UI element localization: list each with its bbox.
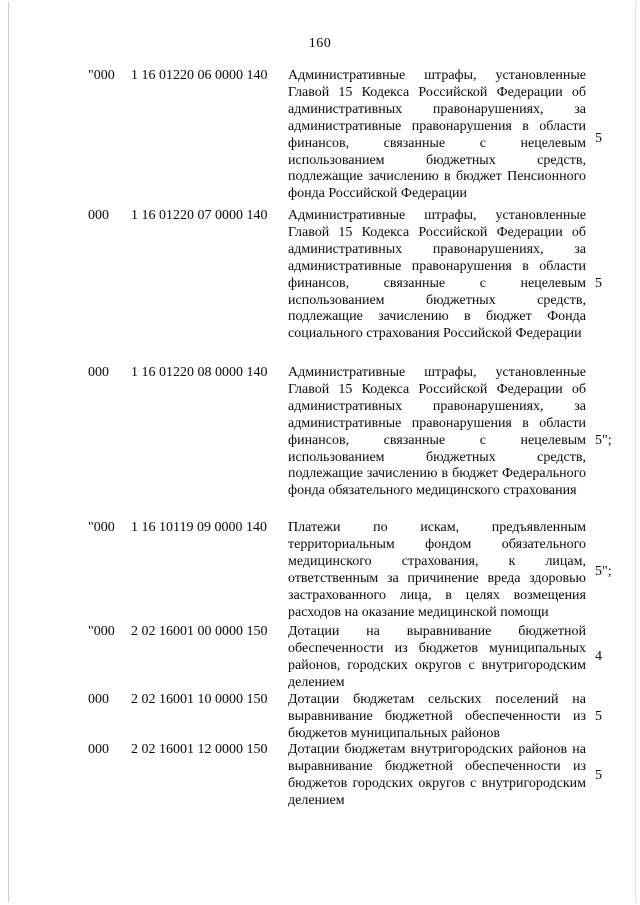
group-code: 000: [88, 208, 109, 223]
budget-classification-code: 1 16 01220 07 0000 140: [131, 208, 268, 223]
income-description: Платежи по искам, предъявленным территориальным фондом обязательного медицинского страхования, к лицам, ответственным за причинение вреда здоровью застрахованного лица, в целях возмещения расходов на оказание медицинской помощи: [288, 520, 586, 620]
distribution-norm: 5: [595, 709, 602, 724]
distribution-norm: 5: [595, 276, 602, 291]
income-description: Административные штрафы, установленные Главой 15 Кодекса Российской Федерации об административных правонарушениях, за административные правонарушения в области финансов, связанные с нецелевым использованием бюджетных средств, подлежащие зачислению в бюджет Федерального фонда обязательного медицинского страхования: [288, 365, 586, 499]
budget-classification-code: 2 02 16001 10 0000 150: [131, 692, 268, 707]
income-description: Дотации на выравнивание бюджетной обеспеченности из бюджетов муниципальных районов, городских округов с внутригородским делением: [288, 624, 586, 690]
distribution-norm: 4: [595, 649, 602, 664]
group-code: 000: [88, 365, 109, 380]
group-code: "000: [88, 68, 115, 83]
group-code: "000: [88, 520, 115, 535]
income-description: Административные штрафы, установленные Главой 15 Кодекса Российской Федерации об административных правонарушениях, за административные правонарушения в области финансов, связанные с нецелевым использованием бюджетных средств, подлежащие зачислению в бюджет Фонда социального страхования Российской Федерации: [288, 208, 586, 342]
income-description: Административные штрафы, установленные Главой 15 Кодекса Российской Федерации об административных правонарушениях, за административные правонарушения в области финансов, связанные с нецелевым использованием бюджетных средств, подлежащие зачислению в бюджет Пенсионного фонда Российской Федерации: [288, 68, 586, 202]
distribution-norm: 5";: [595, 564, 612, 579]
budget-classification-code: 1 16 01220 06 0000 140: [131, 68, 268, 83]
budget-classification-code: 2 02 16001 00 0000 150: [131, 624, 268, 639]
group-code: "000: [88, 624, 115, 639]
budget-classification-code: 1 16 10119 09 0000 140: [131, 520, 267, 535]
distribution-norm: 5: [595, 768, 602, 783]
income-description: Дотации бюджетам внутригородских районов на выравнивание бюджетной обеспеченности из бюджетов городских округов с внутригородским делением: [288, 742, 586, 808]
group-code: 000: [88, 742, 109, 757]
group-code: 000: [88, 692, 109, 707]
budget-classification-code: 2 02 16001 12 0000 150: [131, 742, 268, 757]
distribution-norm: 5: [595, 131, 602, 146]
budget-classification-code: 1 16 01220 08 0000 140: [131, 365, 268, 380]
page-number: 160: [308, 36, 332, 51]
income-description: Дотации бюджетам сельских поселений на выравнивание бюджетной обеспеченности из бюджетов муниципальных районов: [288, 692, 586, 741]
distribution-norm: 5";: [595, 433, 612, 448]
